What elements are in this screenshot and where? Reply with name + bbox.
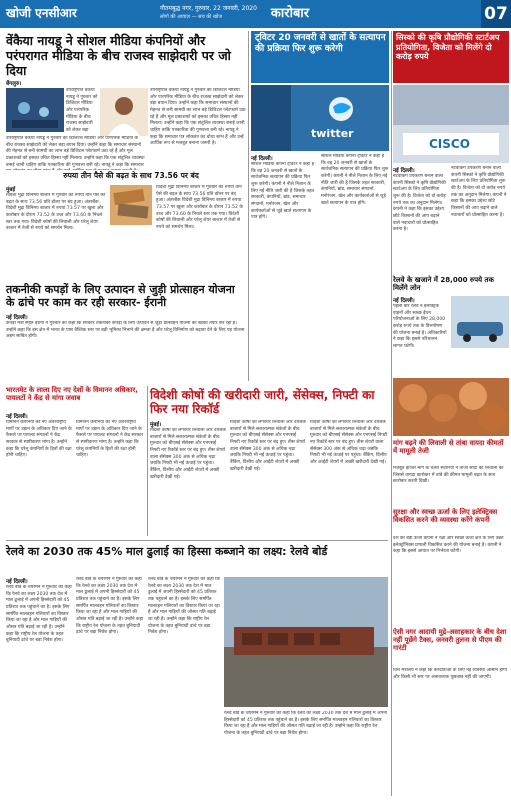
section-title: कारोबार xyxy=(270,6,310,21)
flight-dateline: नई दिल्ली। xyxy=(6,414,28,420)
market-dateline: मुंबई। xyxy=(150,422,162,428)
twitter-body: सोशल मीडिया कंपनी ट्विटर ने कहा है कि वह 20 जनवरी से खातों के सार्वजनिक सत्यापन की प्रक्रिया फिर शुरू करेगी। कंपनी ने नीले निशान के लिए नई नीति जारी की है जिसके तहत सरकारी, कंपनियों, ब्रांड, समाचार संगठनों, मनोरंजन, खेल और कार्यकर्ताओं से जुड़े खाते सत्यापन के पात्र होंगे। xyxy=(251,162,315,221)
naidu-photo xyxy=(6,88,64,132)
masthead-tagline: लोगों की आवाज़ — सच की खोज xyxy=(160,14,223,20)
flight-body-col2: विमानन कंपनियों को नए अंतरराष्ट्रीय मार्गों पर उड़ान के अधिकार दिए जाने के फैसले पर पायलट संगठनों ने केंद्र सरकार से स्पष्टीकरण मांगा है। उन्होंने कहा कि घरेलू कंपनियों के हितों की रक्षा होनी चाहिए। xyxy=(76,420,144,459)
railway-body: रेलवे बोर्ड के चेयरमैन ने गुरुवार को कहा कि रेलवे का लक्ष्य 2030 तक देश में माल ढुलाई में अपनी हिस्सेदारी को 45 प्रतिशत तक पहुंचाने का है। इसके लिए समर्पित मालवहन गलियारों का विस्तार किया जा रहा है और माल गाड़ियों की औसत गति बढ़ाई जा रही है। उन्होंने कहा कि राष्ट्रीय रेल योजना के तहत बुनियादी ढांचे पर बड़ा निवेश होगा। xyxy=(6,585,72,644)
lead-body: उपराष्ट्रपति वेंकैया नायडू ने गुरुवार को डिजिटल मीडिया और पारंपरिक मीडिया के बीच राजस्व साझेदारी को लेकर बड़ा xyxy=(66,88,98,132)
tax-headline: ऐसी नगर आदायी मुद्रे-असाहकार के बीच देशा नहीं पूछेंगे टैक्स, जनवरी तुलना से पीएम की गारंटी xyxy=(393,628,507,653)
column-rule-bottom-left xyxy=(147,386,148,536)
market-body: विदेशी कोषों की लगातार लिवाली और वैश्विक बाजारों से मिले सकारात्मक संकेतों के बीच गुरुवार को बीएसई सेंसेक्स और एनएसई निफ्टी नए रिकॉर्ड स्तर पर बंद हुए। तीस शेयरों वाला सेंसेक्स 300 अंक से अधिक चढ़ा जबकि निफ्टी भी नई ऊंचाई पर पहुंचा। बैंकिंग, वित्तीय और आईटी शेयरों में अच्छी खरीदारी देखी गई। xyxy=(150,428,226,480)
cisco-headline: सिस्को की कृषि प्रौद्योगिकी स्टार्टअप प्रतियोगिता, विजेता को मिलेंगे दो करोड़ रुपये xyxy=(396,33,500,62)
copper-body: मजबूत हाजिर मांग के चलते सटोरियों ने ताजा सौदों की लिवाली की जिससे वायदा कारोबार में तांबे की कीमत मामूली बढ़त के साथ कारोबार करती दिखी। xyxy=(393,466,504,485)
textile-body: कपड़ा मंत्री स्मृति ईरानी ने गुरुवार को कहा कि सरकार तकनीकी कपड़ों के लिए उत्पादन से जुड़ी प्रोत्साहन योजना का खाका तैयार कर रही है। उन्होंने कहा कि इस क्षेत्र में भारत के पास वैश्विक स्तर पर बड़ी भूमिका निभाने की क्षमता है और घरेलू विनिर्माण को बढ़ावा देने के लिए यह योजना अहम साबित होगी। xyxy=(6,321,245,340)
cisco-photo xyxy=(393,85,509,163)
rupee-dateline: मुंबई xyxy=(6,187,16,193)
lead-body-col1: उपराष्ट्रपति वेंकैया नायडू ने गुरुवार को डिजिटल मीडिया और पारंपरिक मीडिया के बीच राजस्व साझेदारी को लेकर बड़ा बयान दिया। उन्होंने कहा कि समाचार संस्थानों की मेहनत से बनी सामग्री का लाभ बड़े डिजिटल प्लेटफार्म उठा रहे हैं और मूल प्रकाशकों को इसका उचित हिस्सा नहीं मिलता। उन्होंने कहा कि एक संतुलित व्यवस्था बनाई जानी चाहिए ताकि पत्रकारिता की गुणवत्ता बनी रहे। नायडू ने कहा कि समाचार xyxy=(6,136,145,168)
newspaper-name: खोजी एनसीआर xyxy=(6,6,77,20)
section-divider xyxy=(6,540,388,541)
market-headline: विदेशी कोषों की खरीदारी जारी, सेंसेक्स, निफ्टी का फिर नया रिकॉर्ड xyxy=(150,388,375,417)
twitter-headline: ट्विटर 20 जनवरी से खातों के सत्यापन की प्रक्रिया फिर शुरू करेगी xyxy=(255,33,386,54)
currency-photo xyxy=(110,185,152,225)
defence-body: देश की बड़ी ऊर्जा कंपनी ने रक्षा और स्वच्छ ऊर्जा क्षेत्र के लिए उन्नत इलेक्ट्रॉनिक्स प्रणाली विकसित करने की योजना बनाई है। कंपनी ने कहा कि इससे आयात पर निर्भरता घटेगी। xyxy=(393,536,504,555)
cisco-dateline: नई दिल्ली। xyxy=(393,168,415,174)
lead-headline: वेंकैया नायडू ने सोशल मीडिया कंपनियों और परंपरागत मीडिया के बीच राजस्व साझेदारी पर जो दिया xyxy=(6,33,231,78)
tax-body: वित्त मंत्रालय ने कहा कि करदाताओं के लिए नई व्यवस्था आसान होगी और किसी भी स्तर पर अनावश्यक पूछताछ नहीं की जाएगी। xyxy=(393,668,507,680)
rail-corridor-body: पहली बार रेलवे ने इलेक्ट्रिक वाहनों और स्वच्छ ईंधन परियोजनाओं के लिए 28,000 करोड़ रुपये तक के वित्तपोषण की योजना बनाई है। अधिकारियों ने कहा कि इससे परिचालन लागत घटेगी। xyxy=(393,304,447,349)
twitter-photo xyxy=(251,85,389,151)
copper-headline: मांग बढ़ने की लिवाली से तांबा वायदा कीमतों में मामूली तेजी xyxy=(393,439,504,456)
railway-body-col3: रेलवे बोर्ड के चेयरमैन ने गुरुवार को कहा कि रेलवे का लक्ष्य 2030 तक देश में माल ढुलाई में अपनी हिस्सेदारी को 45 प्रतिशत तक पहुंचाने का है। इसके लिए समर्पित मालवहन गलियारों का विस्तार किया जा रहा है और माल गाड़ियों की औसत गति बढ़ाई जा रही है। उन्होंने कहा कि राष्ट्रीय रेल योजना के तहत बुनियादी ढांचे पर बड़ा निवेश होगा। xyxy=(148,577,220,636)
twitter-body-col2: सोशल मीडिया कंपनी ट्विटर ने कहा है कि वह 20 जनवरी से खातों के सार्वजनिक सत्यापन की प्रक्रिया फिर शुरू करेगी। कंपनी ने नीले निशान के लिए नई नीति जारी की है जिसके तहत सरकारी, कंपनियों, ब्रांड, समाचार संगठनों, मनोरंजन, खेल और कार्यकर्ताओं से जुड़े खाते सत्यापन के पात्र होंगे। xyxy=(321,154,389,206)
column-rule-right xyxy=(391,31,392,796)
market-body-col3: विदेशी कोषों की लगातार लिवाली और वैश्विक बाजारों से मिले सकारात्मक संकेतों के बीच गुरुवार को बीएसई सेंसेक्स और एनएसई निफ्टी नए रिकॉर्ड स्तर पर बंद हुए। तीस शेयरों वाला सेंसेक्स 300 अंक से अधिक चढ़ा जबकि निफ्टी भी नई ऊंचाई पर पहुंचा। बैंकिंग, वित्तीय और आईटी शेयरों में अच्छी खरीदारी देखी गई। xyxy=(310,420,388,465)
lead-body-col2: उपराष्ट्रपति वेंकैया नायडू ने गुरुवार को डिजिटल मीडिया और पारंपरिक मीडिया के बीच राजस्व साझेदारी को लेकर बड़ा बयान दिया। उन्होंने कहा कि समाचार संस्थानों की मेहनत से बनी सामग्री का लाभ बड़े डिजिटल प्लेटफार्म उठा रहे हैं और मूल प्रकाशकों को इसका उचित हिस्सा नहीं मिलता। उन्होंने कहा कि एक संतुलित व्यवस्था बनाई जानी चाहिए ताकि पत्रकारिता की गुणवत्ता बनी रहे। नायडू ने कहा कि समाचार पत्र लोकतंत्र का चौथा स्तंभ हैं और उन्हें आर्थिक रूप से मजबूत बनाना जरूरी है। xyxy=(150,88,246,147)
twitter-dateline: नई दिल्ली। xyxy=(251,156,273,162)
masthead-meta: गौतमबुद्ध नगर, गुरुवार, 22 जनवरी, 2020 xyxy=(160,5,257,12)
naidu-portrait xyxy=(100,88,148,136)
copper-photo xyxy=(393,378,509,436)
flight-headline: भारतमेट के लाला दिए नए देशों के विमानन अधिकार, पायलटों ने केंद्र से मांगा जवाब xyxy=(6,386,138,403)
rupee-headline: रुपया तीन पैसे की बढ़त के साथ 73.56 पर बंद xyxy=(63,171,199,180)
rail-corridor-dateline: नई दिल्ली। xyxy=(393,298,415,304)
textile-dateline: नई दिल्ली। xyxy=(6,315,28,321)
railway-dateline: नई दिल्ली। xyxy=(6,579,28,585)
textile-headline: तकनीकी कपड़ों के लिए उत्पादन से जुड़ी प्रोत्साहन योजना के ढांचे पर काम कर रही सरकार- ईरानी xyxy=(6,283,235,310)
column-rule-left xyxy=(248,31,249,381)
railway-body-col2: रेलवे बोर्ड के चेयरमैन ने गुरुवार को कहा कि रेलवे का लक्ष्य 2030 तक देश में माल ढुलाई में अपनी हिस्सेदारी को 45 प्रतिशत तक पहुंचाने का है। इसके लिए समर्पित मालवहन गलियारों का विस्तार किया जा रहा है और माल गाड़ियों की औसत गति बढ़ाई जा रही है। उन्होंने कहा कि राष्ट्रीय रेल योजना के तहत बुनियादी ढांचे पर बड़ा निवेश होगा। xyxy=(76,577,144,636)
railway-body-col4: रेलवे बोर्ड के चेयरमैन ने गुरुवार को कहा कि रेलवे का लक्ष्य 2030 तक देश में माल ढुलाई में अपनी हिस्सेदारी को 45 प्रतिशत तक पहुंचाने का है। इसके लिए समर्पित मालवहन गलियारों का विस्तार किया जा रहा है और माल गाड़ियों की औसत गति बढ़ाई जा रही है। उन्होंने कहा कि राष्ट्रीय रेल योजना के तहत बुनियादी ढांचे पर बड़ा निवेश होगा। xyxy=(224,711,387,736)
market-body-col2: विदेशी कोषों की लगातार लिवाली और वैश्विक बाजारों से मिले सकारात्मक संकेतों के बीच गुरुवार को बीएसई सेंसेक्स और एनएसई निफ्टी नए रिकॉर्ड स्तर पर बंद हुए। तीस शेयरों वाला सेंसेक्स 300 अंक से अधिक चढ़ा जबकि निफ्टी भी नई ऊंचाई पर पहुंचा। बैंकिंग, वित्तीय और आईटी शेयरों में अच्छी खरीदारी देखी गई। xyxy=(230,420,306,472)
masthead xyxy=(0,0,511,28)
lead-dateline: बेंगलुरु। xyxy=(6,81,22,87)
cisco-logo-text: CISCO xyxy=(429,137,470,151)
rupee-body: विदेशी मुद्रा विनिमय बाजार में गुरुवार को रुपया तीन पैसे की बढ़त के साथ 73.56 प्रति डॉलर पर बंद हुआ। अंतरबैंक विदेशी मुद्रा विनिमय बाजार में रुपया 73.57 पर खुला और कारोबार के दौरान 73.52 के उच्च और 73.60 के निचले स्तर तक गया। विदेशी कोषों की लिवाली और घरेलू शेयर बाजार में तेजी से रुपये को समर्थन मिला। xyxy=(6,193,106,232)
twitter-logo-text: twitter xyxy=(311,127,354,140)
flight-body: विमानन कंपनियों को नए अंतरराष्ट्रीय मार्गों पर उड़ान के अधिकार दिए जाने के फैसले पर पायलट संगठनों ने केंद्र सरकार से स्पष्टीकरण मांगा है। उन्होंने कहा कि घरेलू कंपनियों के हितों की रक्षा होनी चाहिए। xyxy=(6,420,72,459)
defence-headline: सुरक्षा और स्वच्छ ऊर्जा के लिए इलेक्ट्रिक्स विकसित करने की व्यवस्था करेंगे कंपनी xyxy=(393,508,498,525)
cisco-body-col2: नेटवर्किंग उपकरण बनाने वाली कंपनी सिस्को ने कृषि प्रौद्योगिकी स्टार्टअप के लिए प्रतियोगिता शुरू की है। विजेता को दो करोड़ रुपये तक का अनुदान मिलेगा। कंपनी ने कहा कि इसका उद्देश्य छोटे किसानों की आय बढ़ाने वाले नवाचारों को प्रोत्साहित करना है। xyxy=(451,166,507,218)
page-number: 07 xyxy=(481,0,511,28)
rail-corridor-headline: रेलवे के खजाने में 28,000 रुपये तक मिलेंगे लोन xyxy=(393,276,494,293)
railway-headline: रेलवे का 2030 तक 45% माल ढुलाई का हिस्सा कब्जाने का लक्ष्य: रेलवे बोर्ड xyxy=(6,545,328,558)
rupee-body-col2: विदेशी मुद्रा विनिमय बाजार में गुरुवार को रुपया तीन पैसे की बढ़त के साथ 73.56 प्रति डॉलर पर बंद हुआ। अंतरबैंक विदेशी मुद्रा विनिमय बाजार में रुपया 73.57 पर खुला और कारोबार के दौरान 73.52 के उच्च और 73.60 के निचले स्तर तक गया। विदेशी कोषों की लिवाली और घरेलू शेयर बाजार में तेजी से रुपये को समर्थन मिला। xyxy=(156,185,243,230)
freight-train-photo xyxy=(224,577,388,707)
car-photo xyxy=(451,296,509,348)
cisco-body: नेटवर्किंग उपकरण बनाने वाली कंपनी सिस्को ने कृषि प्रौद्योगिकी स्टार्टअप के लिए प्रतियोगिता शुरू की है। विजेता को दो करोड़ रुपये तक का अनुदान मिलेगा। कंपनी ने कहा कि इसका उद्देश्य छोटे किसानों की आय बढ़ाने वाले नवाचारों को प्रोत्साहित करना है। xyxy=(393,174,446,233)
